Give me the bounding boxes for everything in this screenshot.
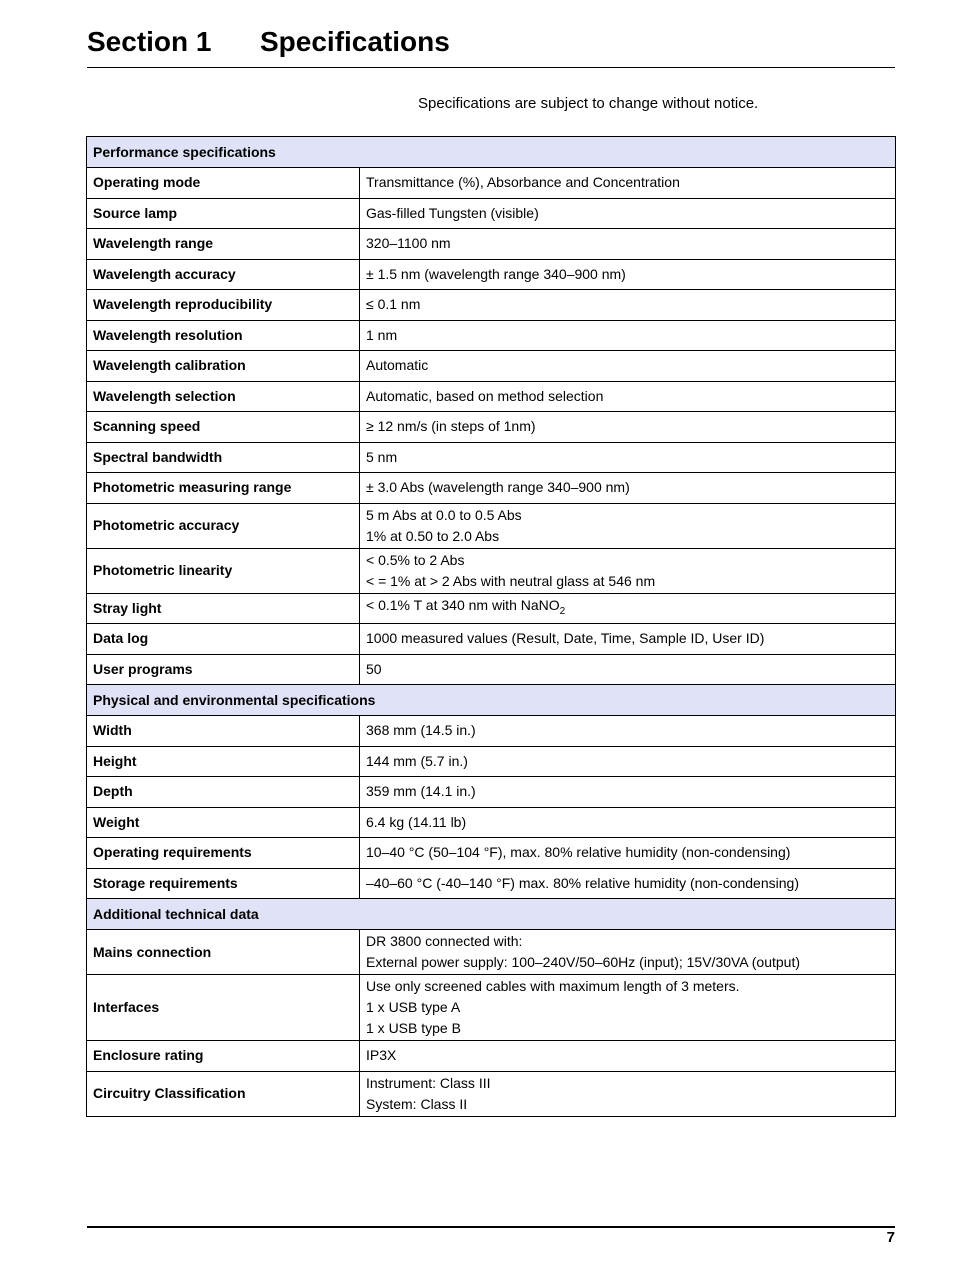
row-value: 10–40 °C (50–104 °F), max. 80% relative humidity (non-condensing) xyxy=(360,838,896,869)
table-row xyxy=(87,1071,896,1116)
section-header-row xyxy=(87,685,896,716)
row-value: 6.4 kg (14.11 lb) xyxy=(360,807,896,838)
row-value: 368 mm (14.5 in.) xyxy=(360,716,896,747)
row-value: Transmittance (%), Absorbance and Concentration xyxy=(360,168,896,199)
row-value: 50 xyxy=(360,654,896,685)
row-key: Scanning speed xyxy=(87,412,360,443)
section-label: Section 1 xyxy=(87,26,212,57)
row-value xyxy=(360,548,896,593)
row-key: Photometric accuracy xyxy=(87,503,360,548)
table-row xyxy=(87,807,896,838)
section-header: Physical and environmental specifications xyxy=(87,685,896,716)
row-key: Wavelength reproducibility xyxy=(87,290,360,321)
row-key: Source lamp xyxy=(87,198,360,229)
row-value-line: DR 3800 connected with: xyxy=(366,933,523,949)
table-row xyxy=(87,624,896,655)
table-row xyxy=(87,320,896,351)
page-header xyxy=(87,24,895,68)
table-row xyxy=(87,229,896,260)
table-row xyxy=(87,868,896,899)
table-row xyxy=(87,473,896,504)
table-row xyxy=(87,412,896,443)
row-value xyxy=(360,930,896,975)
table-row xyxy=(87,259,896,290)
row-value: ≤ 0.1 nm xyxy=(360,290,896,321)
row-value: IP3X xyxy=(360,1041,896,1072)
row-value: 1000 measured values (Result, Date, Time, Sample ID, User ID) xyxy=(360,624,896,655)
row-value xyxy=(360,593,896,624)
row-value: Gas-filled Tungsten (visible) xyxy=(360,198,896,229)
row-key: Wavelength selection xyxy=(87,381,360,412)
table-row xyxy=(87,654,896,685)
row-key: Circuitry Classification xyxy=(87,1071,360,1116)
row-key: Wavelength calibration xyxy=(87,351,360,382)
section-header-row xyxy=(87,899,896,930)
row-key: Wavelength resolution xyxy=(87,320,360,351)
row-value: 144 mm (5.7 in.) xyxy=(360,746,896,777)
table-row xyxy=(87,975,896,1041)
row-value xyxy=(360,503,896,548)
table-row xyxy=(87,198,896,229)
row-key: User programs xyxy=(87,654,360,685)
row-key: Height xyxy=(87,746,360,777)
footer-divider xyxy=(87,1226,895,1228)
row-value-line: 1 x USB type A xyxy=(366,999,461,1015)
table-row xyxy=(87,290,896,321)
row-value: 359 mm (14.1 in.) xyxy=(360,777,896,808)
row-value: Automatic xyxy=(360,351,896,382)
specifications-table xyxy=(86,136,896,1117)
row-value xyxy=(360,1071,896,1116)
row-key: Operating requirements xyxy=(87,838,360,869)
row-value: ± 1.5 nm (wavelength range 340–900 nm) xyxy=(360,259,896,290)
row-value xyxy=(360,975,896,1041)
row-key: Stray light xyxy=(87,593,360,624)
row-value-line: 1% at 0.50 to 2.0 Abs xyxy=(366,527,500,544)
row-value-line: Instrument: Class III xyxy=(366,1074,491,1091)
row-value: 320–1100 nm xyxy=(360,229,896,260)
row-key: Operating mode xyxy=(87,168,360,199)
table-row xyxy=(87,548,896,593)
row-key: Spectral bandwidth xyxy=(87,442,360,473)
row-value-line: < = 1% at > 2 Abs with neutral glass at 546 nm xyxy=(366,572,656,589)
row-key: Photometric linearity xyxy=(87,548,360,593)
table-row xyxy=(87,593,896,624)
row-value-line: System: Class II xyxy=(366,1095,468,1112)
table-row xyxy=(87,442,896,473)
table-row xyxy=(87,930,896,975)
table-row xyxy=(87,746,896,777)
row-key: Interfaces xyxy=(87,975,360,1041)
table-row xyxy=(87,1041,896,1072)
subscript: 2 xyxy=(559,605,566,617)
row-value-line: Use only screened cables with maximum length of 3 meters. xyxy=(366,978,740,994)
row-key: Width xyxy=(87,716,360,747)
row-value: ≥ 12 nm/s (in steps of 1nm) xyxy=(360,412,896,443)
row-value-text: < 0.1% T at 340 nm with NaNO xyxy=(366,596,560,613)
row-key: Enclosure rating xyxy=(87,1041,360,1072)
row-value-line: External power supply: 100–240V/50–60Hz (input); 15V/30VA (output) xyxy=(366,954,801,970)
table-row xyxy=(87,716,896,747)
notice-text: Specifications are subject to change without notice. xyxy=(418,95,759,112)
table-row xyxy=(87,168,896,199)
row-key: Storage requirements xyxy=(87,868,360,899)
table-row xyxy=(87,503,896,548)
row-value: –40–60 °C (-40–140 °F) max. 80% relative humidity (non-condensing) xyxy=(360,868,896,899)
row-key: Weight xyxy=(87,807,360,838)
page-number: 7 xyxy=(886,1229,895,1246)
row-key: Mains connection xyxy=(87,930,360,975)
row-value-line: 5 m Abs at 0.0 to 0.5 Abs xyxy=(366,506,522,523)
table-row xyxy=(87,381,896,412)
row-value: ± 3.0 Abs (wavelength range 340–900 nm) xyxy=(360,473,896,504)
row-key: Wavelength accuracy xyxy=(87,259,360,290)
row-key: Wavelength range xyxy=(87,229,360,260)
table-row xyxy=(87,777,896,808)
row-key: Data log xyxy=(87,624,360,655)
row-key: Depth xyxy=(87,777,360,808)
section-header: Performance specifications xyxy=(87,137,896,168)
section-header-row xyxy=(87,137,896,168)
row-value-line: < 0.5% to 2 Abs xyxy=(366,551,465,568)
page-title: Specifications xyxy=(260,26,450,57)
table-row xyxy=(87,838,896,869)
row-value: 5 nm xyxy=(360,442,896,473)
row-key: Photometric measuring range xyxy=(87,473,360,504)
row-value-line: 1 x USB type B xyxy=(366,1020,461,1036)
row-value: Automatic, based on method selection xyxy=(360,381,896,412)
table-row xyxy=(87,351,896,382)
row-value: 1 nm xyxy=(360,320,896,351)
section-header: Additional technical data xyxy=(87,899,896,930)
